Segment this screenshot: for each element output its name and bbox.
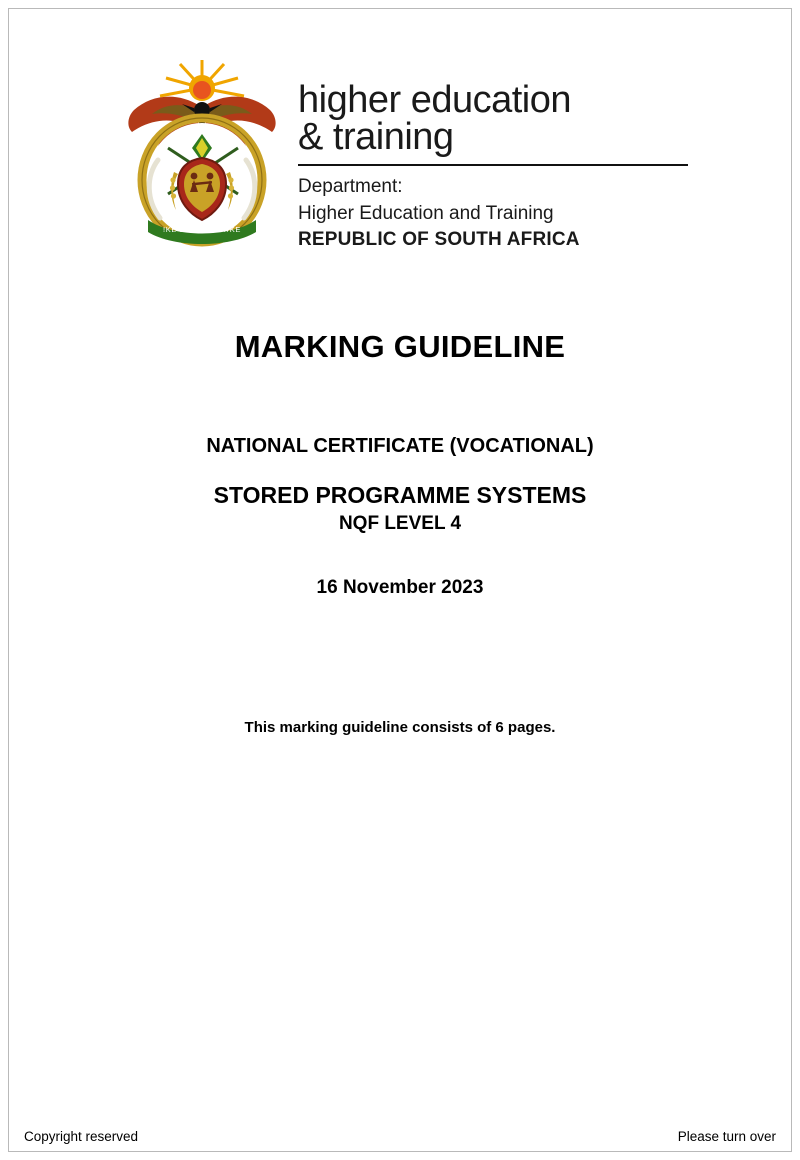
footer-copyright: Copyright reserved <box>24 1129 139 1144</box>
department-name: Higher Education and Training <box>298 202 554 224</box>
svg-text:!KE E: /XARRA //KE: !KE E: /XARRA //KE <box>163 225 241 234</box>
nqf-level-line: NQF LEVEL 4 <box>338 513 462 535</box>
south-africa-coat-of-arms-icon <box>112 52 292 252</box>
page-footer <box>24 1129 776 1144</box>
letterhead-divider <box>298 164 688 166</box>
exam-date: 16 November 2023 <box>316 577 484 599</box>
footer-turn-over: Please turn over <box>677 1129 776 1144</box>
letterhead-text <box>298 52 688 253</box>
letterhead <box>24 24 776 253</box>
brand-line-1: higher education <box>298 79 571 121</box>
pages-note: This marking guideline consists of 6 pages. <box>244 719 556 737</box>
brand-line-2: & training <box>298 116 454 159</box>
subject-line: STORED PROGRAMME SYSTEMS <box>213 482 587 509</box>
country-name: REPUBLIC OF SOUTH AFRICA <box>298 228 580 250</box>
page-content <box>24 24 776 1136</box>
certificate-line: NATIONAL CERTIFICATE (VOCATIONAL) <box>206 435 594 458</box>
department-label: Department: <box>298 176 403 198</box>
page-title: MARKING GUIDELINE <box>234 329 566 365</box>
